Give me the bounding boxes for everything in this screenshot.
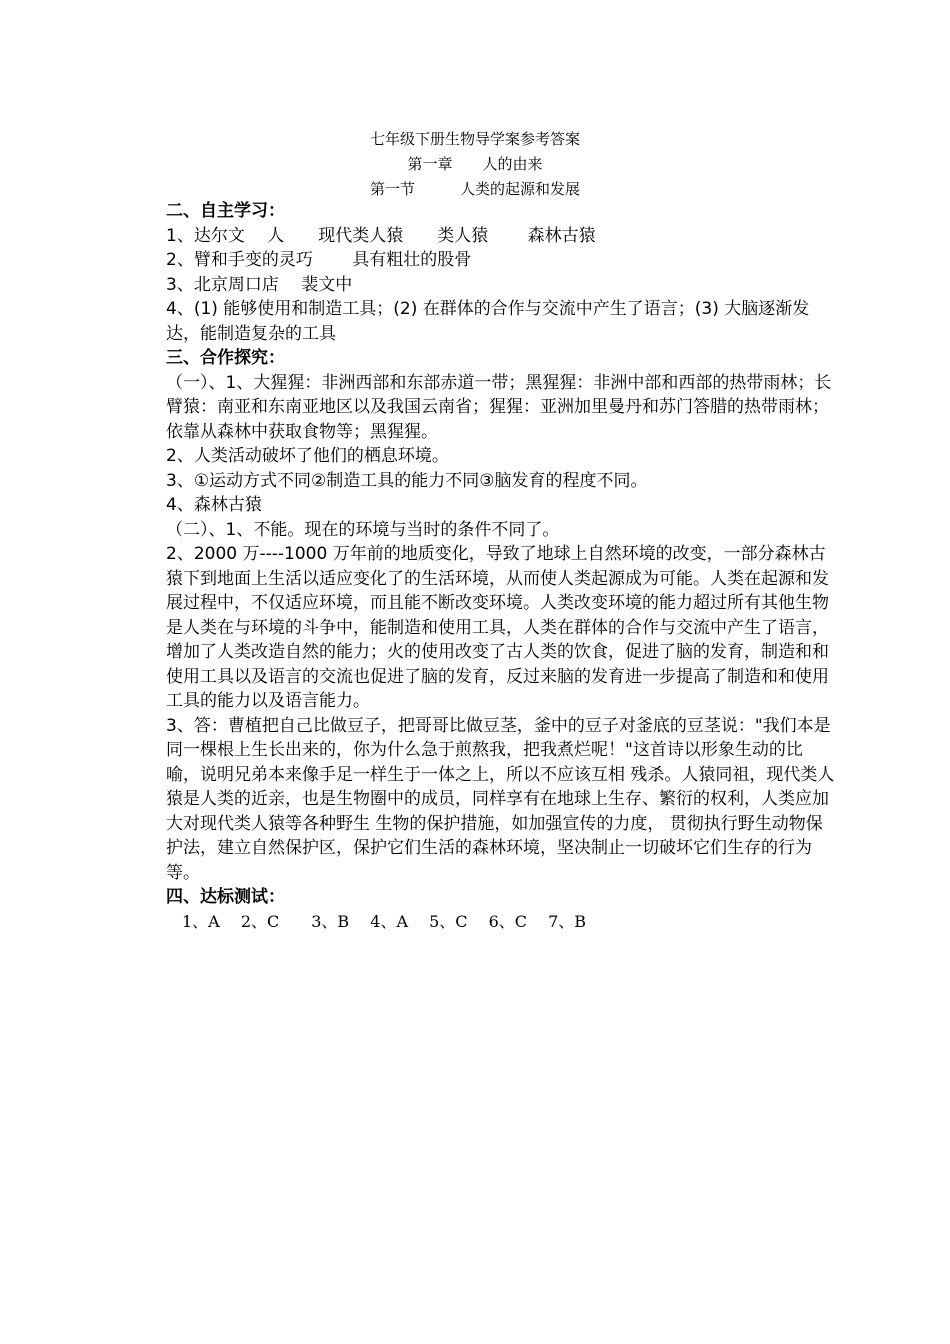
section-title: 第一节 人类的起源和发展	[369, 180, 580, 198]
document-body	[166, 199, 836, 934]
cooperation-paragraph-3: 3、①运动方式不同②制造工具的能力不同③脑发育的程度不同。	[166, 470, 648, 491]
cooperation-paragraph-5: （二）、1、不能。现在的环境与当时的条件不同了。	[166, 519, 560, 540]
cooperation-paragraph-6: 2、2000 万----1000 万年前的地质变化，导致了地球上自然环境的改变，一部分森林古猿下到地面上生活以适应变化了的生活环境，从而使人类起源成为可能。人类在起源和发展过程中，不仅适应环境，而且能不断改变环境。人类改变环境的能力超过所有其他生物是人类在与环境的斗争中，能制造和使用工具，人类在群体的合作与交流中产生了语言，增加了人类改造自然的能力；火的使用改变了古人类的饮食，促进了脑的发育，制造和和使用工具以及语言的交流也促进了脑的发育，反过来脑的发育进一步提高了制造和和使用工具的能力以及语言能力。	[166, 544, 829, 711]
self-study-item-2: 2、臂和手变的灵巧 具有粗壮的股骨	[166, 250, 472, 270]
cooperation-paragraph-1: （一）、1、大猩猩：非洲西部和东部赤道一带；黑猩猩：非洲中部和西部的热带雨林；长臂猿：南亚和东南亚地区以及我国云南省；猩猩：亚洲加里曼丹和苏门答腊的热带雨林；依靠从森林中获取食物等；黑猩猩。	[166, 372, 832, 442]
cooperation-paragraph-7: 3、答：曹植把自己比做豆子，把哥哥比做豆茎，釜中的豆子对釜底的豆茎说："我们本是同一棵根上生长出来的，你为什么急于煎熬我，把我煮烂呢！"这首诗以形象生动的比喻，说明兄弟本来像手足一样生于一体之上，所以不应该互相 残杀。人猿同祖，现代类人猿是人类的近亲，也是生物圈中的成员，同样享有在地球上生存、繁衍的权利，人类应加大对现代类人猿等各种野生 生物的保护措施，如加强宣传的力度， 贯彻执行野生动物保护法，建立自然保护区，保护它们生活的森林环境，坚决制止一切破坏它们生存的行为等。	[166, 715, 835, 883]
cooperation-paragraph-2: 2、人类活动破坏了他们的栖息环境。	[166, 446, 449, 466]
document-header	[0, 127, 950, 202]
cooperation-paragraph-4: 4、森林古猿	[166, 495, 262, 515]
test-answers: 1、A 2、C 3、B 4、A 5、C 6、C 7、B	[166, 911, 587, 931]
section-heading-cooperation: 三、合作探究：	[166, 348, 285, 368]
section-heading-self-study: 二、自主学习：	[166, 201, 285, 221]
self-study-item-3: 3、北京周口店 裴文中	[166, 274, 353, 295]
section-heading-test: 四、达标测试：	[166, 887, 285, 907]
chapter-title: 第一章 人的由来	[407, 155, 543, 173]
self-study-item-1: 1、达尔文 人 现代类人猿 类人猿 森林古猿	[166, 225, 596, 246]
document-title: 七年级下册生物导学案参考答案	[369, 130, 580, 148]
self-study-item-4: 4、(1) 能够使用和制造工具；(2) 在群体的合作与交流中产生了语言；(3) 大脑逐渐发达，能制造复杂的工具	[166, 299, 810, 344]
